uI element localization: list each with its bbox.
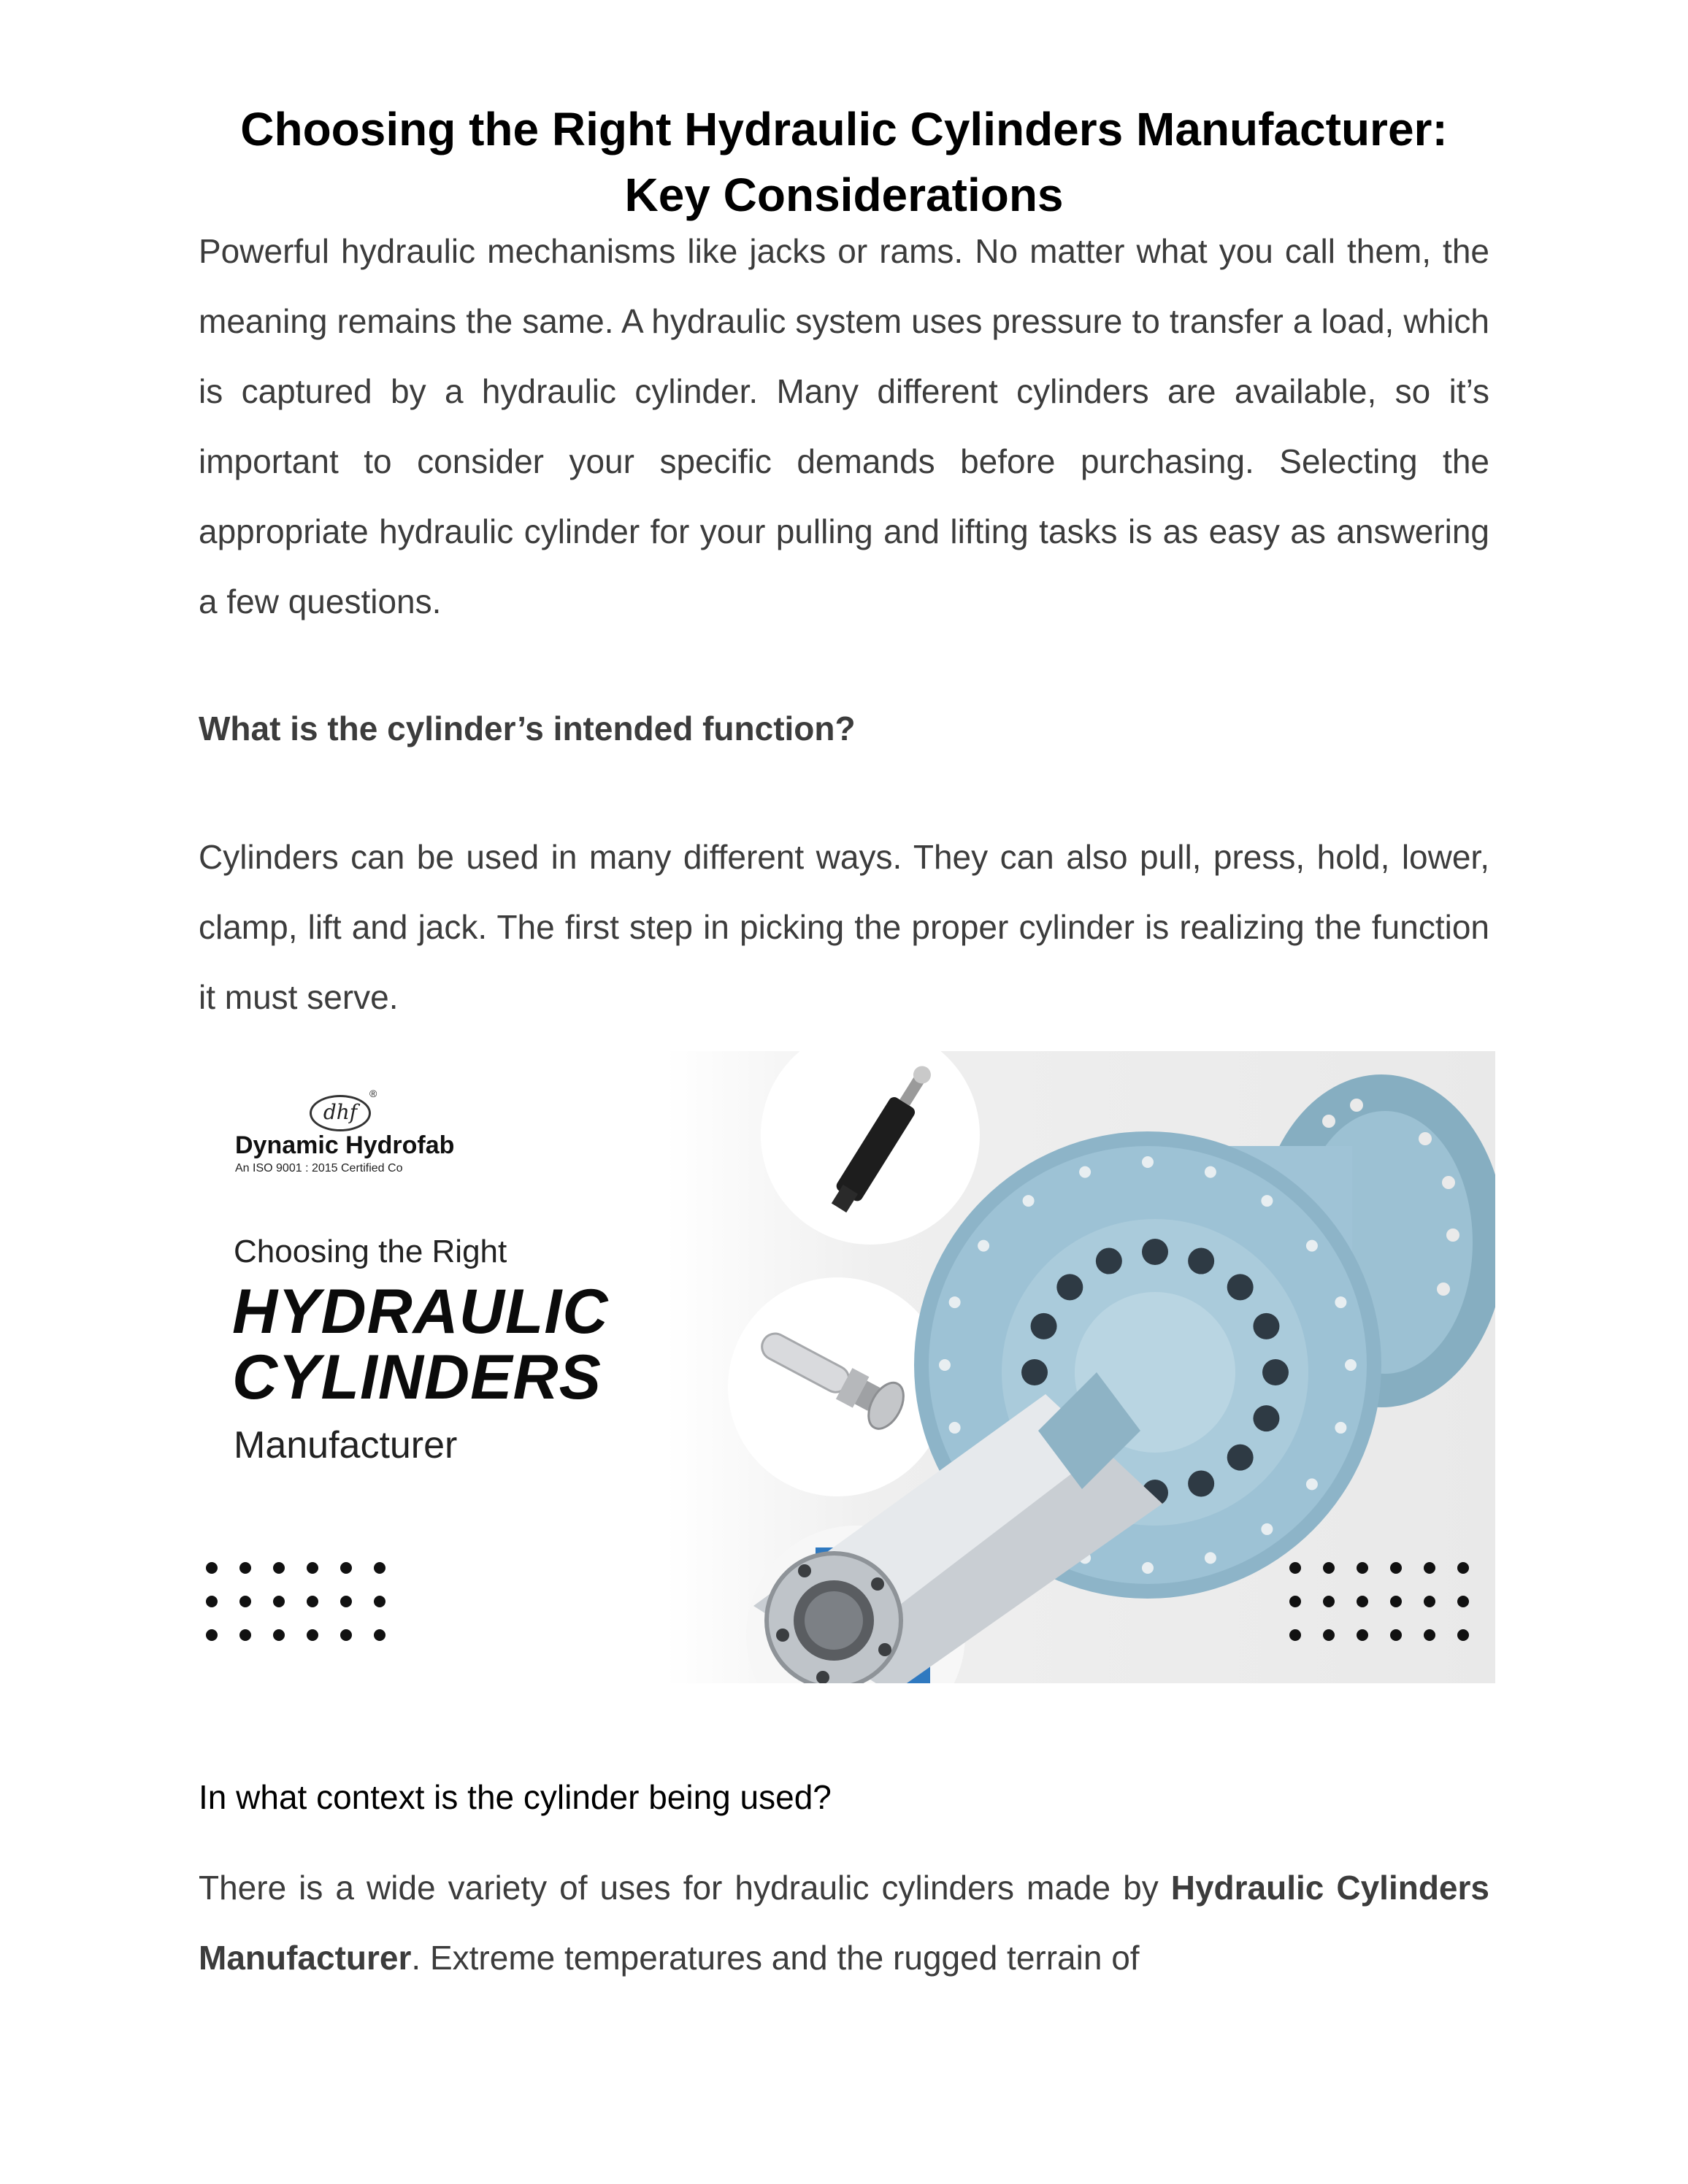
banner-line-choosing: Choosing the Right xyxy=(234,1234,507,1269)
outer-hole xyxy=(1335,1422,1346,1434)
outer-hole xyxy=(1079,1166,1091,1178)
banner-image xyxy=(199,1051,1495,1683)
outer-hole xyxy=(1261,1195,1273,1207)
bolt-hole xyxy=(1021,1359,1048,1385)
brand-certification: An ISO 9001 : 2015 Certified Co xyxy=(235,1162,403,1174)
outer-hole xyxy=(1142,1156,1154,1168)
bolt-hole xyxy=(1188,1470,1214,1496)
registered-mark: ® xyxy=(369,1088,377,1099)
outer-hole xyxy=(1335,1296,1346,1308)
bolt-hole xyxy=(1227,1274,1254,1300)
outer-hole xyxy=(1205,1166,1216,1178)
bolt-hole xyxy=(1253,1313,1279,1339)
outer-hole xyxy=(978,1240,989,1252)
bolt-hole xyxy=(1142,1239,1168,1265)
logo-mark-text: dhf xyxy=(323,1100,358,1124)
document-title-line-2: Key Considerations xyxy=(624,169,1064,221)
outer-hole xyxy=(939,1359,951,1371)
outer-hole xyxy=(1023,1195,1035,1207)
bolt-hole xyxy=(1188,1248,1214,1274)
bolt-hole xyxy=(1262,1359,1289,1385)
banner-line-cylinders: CYLINDERS xyxy=(232,1342,602,1412)
context-text-end: . Extreme temperatures and the rugged terrain of xyxy=(411,1939,1140,1977)
rod-end-fitting xyxy=(767,1553,901,1683)
section-heading-context: In what context is the cylinder being used? xyxy=(199,1778,832,1816)
context-paragraph xyxy=(199,1853,1489,1993)
outer-hole xyxy=(1306,1240,1318,1252)
brand-name: Dynamic Hydrofab xyxy=(235,1131,455,1159)
function-paragraph: Cylinders can be used in many different ways. They can also pull, press, hold, lower, clamp, lift and jack. The first step in picking the proper cylinder is realizing the function it must serve. xyxy=(199,838,1489,1016)
document-title-line-1: Choosing the Right Hydraulic Cylinders Manufacturer: xyxy=(240,103,1448,155)
cylinder-illustration xyxy=(199,1051,1495,1683)
bolt-hole xyxy=(1056,1274,1083,1300)
outer-hole xyxy=(949,1296,961,1308)
outer-hole xyxy=(1306,1478,1318,1490)
outer-hole xyxy=(1142,1562,1154,1574)
bolt-hole xyxy=(1227,1445,1254,1471)
outer-hole xyxy=(949,1422,961,1434)
outer-hole xyxy=(1345,1359,1357,1371)
banner-line-hydraulic: HYDRAULIC xyxy=(232,1277,609,1347)
outer-hole xyxy=(1261,1523,1273,1535)
banner-line-manufacturer: Manufacturer xyxy=(234,1424,458,1466)
section-heading-function: What is the cylinder’s intended function? xyxy=(199,710,856,747)
manufacturer-emphasis: Hydraulic Cylinders Manufacturer xyxy=(199,1869,1489,1977)
context-text-start: There is a wide variety of uses for hydraulic cylinders made by xyxy=(199,1869,1171,1907)
bolt-hole xyxy=(1253,1405,1279,1431)
bolt-hole xyxy=(1096,1248,1122,1274)
bolt-hole xyxy=(1031,1313,1057,1339)
intro-paragraph: Powerful hydraulic mechanisms like jacks or rams. No matter what you call them, the meaning remains the same. A hydraulic system uses pressure to transfer a load, which is captured by a hydraulic cylinder. Many different cylinders are available, so it’s important to consider your specific demands before purchasing. Selecting the appropriate hydraulic cylinder for your pulling and lifting tasks is as easy as answering a few questions. xyxy=(199,232,1489,620)
outer-hole xyxy=(1205,1552,1216,1564)
